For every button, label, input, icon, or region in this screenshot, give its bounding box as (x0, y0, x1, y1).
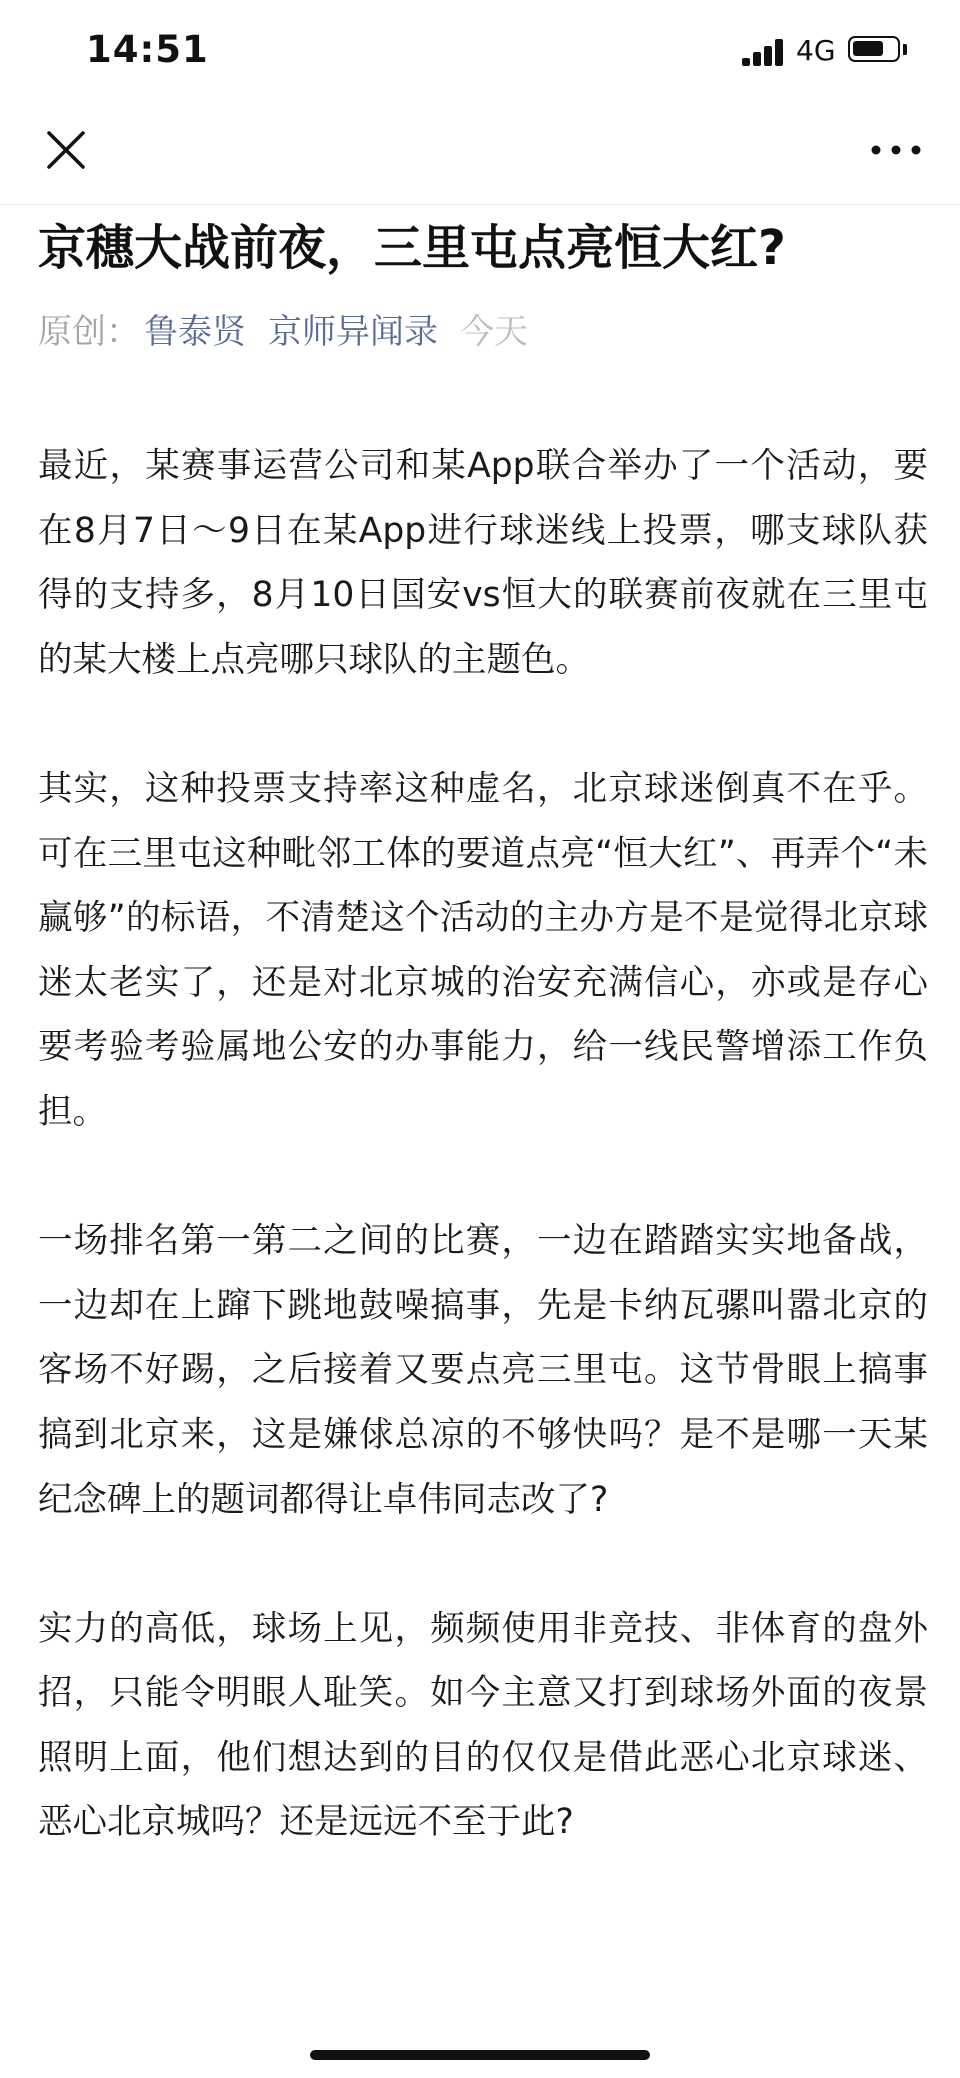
paragraph: 最近，某赛事运营公司和某App联合举办了一个活动，要在8月7日～9日在某App进行球迷线上投票，哪支球队获得的支持多，8月10日国安vs恒大的联赛前夜就在三里屯的某大楼上点亮哪只球队的主题色。 (38, 446, 928, 680)
paragraph: 其实，这种投票支持率这种虚名，北京球迷倒真不在乎。可在三里屯这种毗邻工体的要道点亮“恒大红”、再弄个“未赢够”的标语，不清楚这个活动的主办方是不是觉得北京球迷太老实了，还是对北京城的治安充满信心，亦或是存心要考验考验属地公安的办事能力，给一线民警增添工作负担。 (38, 768, 928, 1132)
network-type: 4G (796, 34, 836, 67)
battery-cap (903, 44, 907, 55)
nav-bar (0, 100, 960, 205)
author-link[interactable]: 鲁泰贤 (144, 312, 246, 352)
home-indicator[interactable] (310, 2050, 650, 2060)
paragraph: 实力的高低，球场上见，频频使用非竞技、非体育的盘外招，只能令明眼人耻笑。如今主意又打到球场外面的夜景照明上面，他们想达到的目的仅仅是借此恶心北京球迷、恶心北京城吗？还是远远不至于此? (38, 1608, 928, 1843)
article-meta (38, 308, 928, 356)
publish-date: 今天 (460, 312, 528, 352)
close-icon[interactable] (40, 124, 92, 176)
article-title: 京穗大战前夜，三里屯点亮恒大红? (38, 220, 786, 276)
account-link[interactable]: 京师异闻录 (268, 312, 438, 352)
battery-icon (848, 36, 900, 62)
status-time: 14:51 (86, 28, 209, 71)
article (38, 210, 928, 1855)
paragraph: 一场排名第一第二之间的比赛，一边在踏踏实实地备战，一边却在上蹿下跳地鼓噪搞事，先是卡纳瓦骡叫嚣北京的客场不好踢，之后接着又要点亮三里屯。这节骨眼上搞事搞到北京来，这是嫌俅总凉的不够快吗？是不是哪一天某纪念碑上的题词都得让卓伟同志改了? (38, 1221, 928, 1520)
signal-icon (742, 38, 786, 66)
more-icon[interactable] (868, 132, 924, 168)
meta-label: 原创： (38, 312, 140, 352)
status-bar (0, 0, 960, 100)
article-body (38, 434, 928, 1855)
